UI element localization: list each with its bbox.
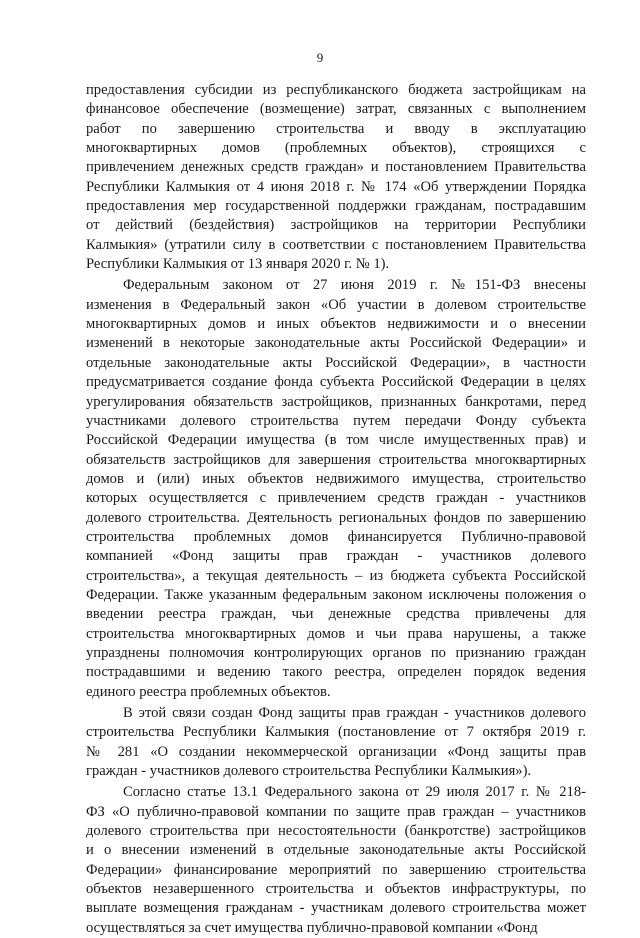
text-line: выплате возмещения гражданам - участникам долевого строительства может [86,900,586,917]
text-line: граждан - участников долевого строительства Республики Калмыкия»). [86,763,532,780]
document-body [86,81,586,938]
text-line: Российской Федерации имущества (в том числе имущественных прав) и [86,432,586,449]
text-line: многоквартирных домов (проблемных объектов), строящихся с [86,140,586,157]
text-line: долевого строительства. Деятельность региональных фондов по завершению [86,509,586,526]
text-line: предоставления мер государственной поддержки гражданам, пострадавшим [86,198,586,215]
text-line: предусматривается создание фонда субъекта Российской Федерации в целях [86,374,586,391]
text-line: Республики Калмыкия от 13 января 2020 г. № 1). [86,256,390,273]
text-line: финансовое обеспечение (возмещение) затрат, связанных с выполнением [86,101,586,118]
text-line: строительства», а текущая деятельность – из бюджета субъекта Российской [86,567,586,584]
paragraph [86,783,586,938]
text-line: ФЗ «О публично-правовой компании по защите прав граждан – участников [86,803,586,820]
text-line: введении реестра граждан, чьи денежные средства привлечены для [86,606,586,623]
text-line: строительства многоквартирных домов и чьи права нарушены, а также [86,625,586,642]
text-line: которых осуществляется с привлечением средств граждан - участников [86,490,586,507]
paragraph [86,276,586,702]
text-line: изменений в некоторые законодательные акты Российской Федерации» и [86,335,586,352]
text-line: отдельные законодательные акты Российской Федерации», в частности [86,354,586,371]
text-line: изменения в Федеральный закон «Об участии в долевом строительстве [86,296,586,313]
text-line: предоставления субсидии из республиканского бюджета застройщикам на [86,82,586,98]
page-number: 9 [316,50,324,65]
text-line: единого реестра проблемных объектов. [86,683,331,700]
text-line: Республики Калмыкия от 4 июня 2018 г. № 174 «Об утверждении Порядка [86,178,586,195]
text-line: объектов незавершенного строительства и объектов инфраструктуры, по [86,881,586,898]
text-line: Федерации» финансирование мероприятий по завершению строительства [86,861,586,878]
text-line: упразднены полномочия контролирующих органов по признанию граждан [86,644,586,661]
text-line: Согласно статье 13.1 Федерального закона от 29 июля 2017 г. № 218- [123,784,586,801]
text-line: обязательств застройщиков для завершения строительства многоквартирных [86,451,586,468]
paragraph [86,81,586,274]
text-line: Федерации. Также указанным федеральным законом исключены положения о [86,586,586,603]
text-line: Федеральным законом от 27 июня 2019 г. №151-ФЗ внесены [123,277,586,294]
text-line: от действий (бездействия) застройщиков на территории Республики [86,217,586,234]
text-line: осуществляться за счет имущества публично-правовой компании «Фонд [86,919,538,936]
text-line: участниками долевого строительства путем передачи Фонду субъекта [86,412,586,429]
text-line: и о внесении изменений в отдельные законодательные акты Российской [86,842,586,859]
text-line: урегулирования обязательств застройщиков, признанных банкротами, перед [86,393,586,410]
text-line: № 281 «О создании некоммерческой организации «Фонд защиты прав [86,743,586,760]
paragraph [86,704,586,781]
text-line: многоквартирных домов и иных объектов недвижимости и о внесении [86,316,586,333]
text-line: домов и (или) иных объектов недвижимого имущества, строительство [86,470,586,487]
text-line: строительства проблемных домов финансируется Публично-правовой [86,528,586,545]
text-line: В этой связи создан Фонд защиты прав граждан - участников долевого [123,705,586,721]
text-line: долевого строительства при несостоятельности (банкротстве) застройщиков [86,823,586,840]
text-line: пострадавшими и ведению такого реестра, определен порядок ведения [86,664,586,681]
text-line: компанией «Фонд защиты прав граждан - участников долевого [86,548,586,565]
text-line: Калмыкия» (утратили силу в соответствии с постановлением Правительства [86,236,586,253]
text-line: работ по завершению строительства и вводу в эксплуатацию [86,120,586,137]
text-line: строительства Республики Калмыкия (постановление от 7 октября 2019 г. [86,724,586,741]
text-line: привлечением денежных средств граждан» и постановлением Правительства [86,159,586,176]
